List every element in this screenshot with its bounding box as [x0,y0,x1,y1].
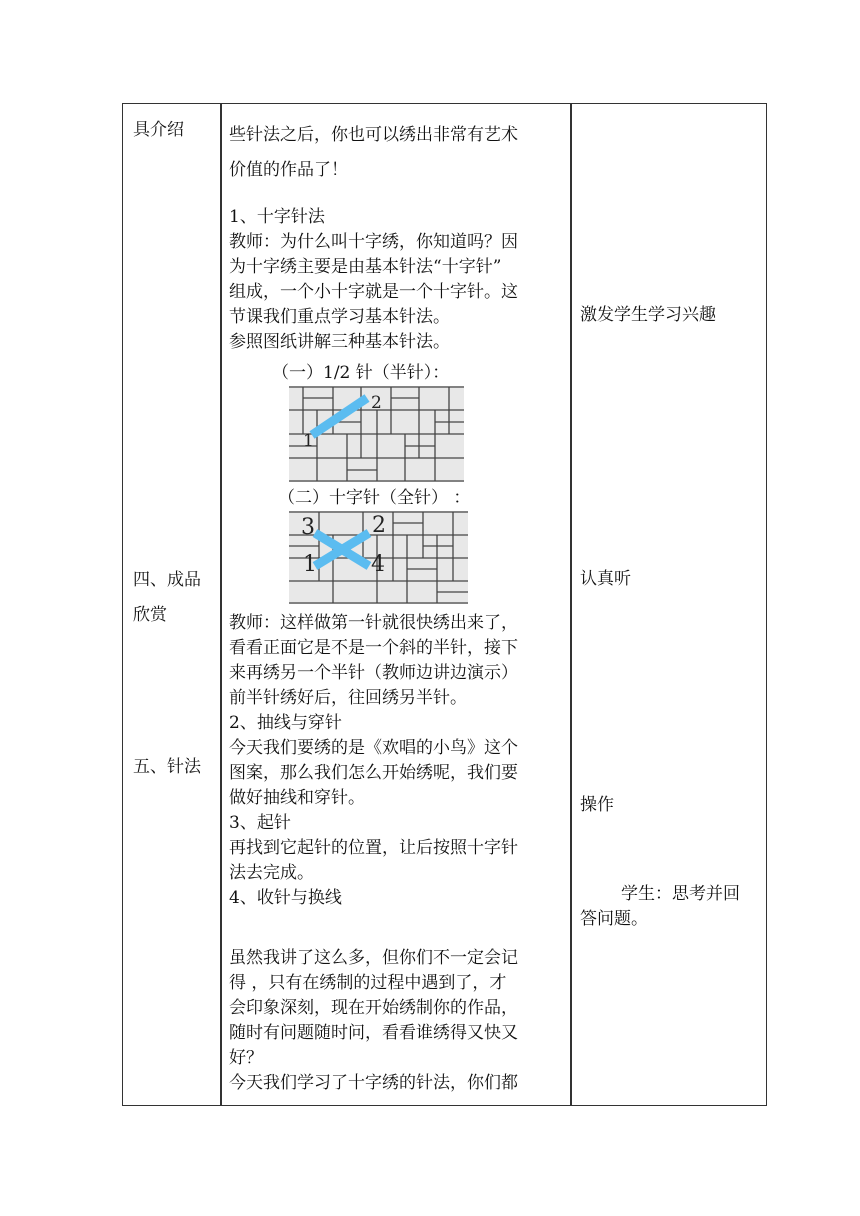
text-line: 图案，那么我们怎么开始绣呢，我们要 [229,763,518,783]
text-line: 看看正面它是不是一个斜的半针，接下 [229,638,518,658]
text-line: 得 ，只有在绣制的过程中遇到了，才 [229,973,507,993]
text-line: 参照图纸讲解三种基本针法。 [229,332,450,352]
text-line: 再找到它起针的位置，让后按照十字针 [229,838,518,858]
text-line: 为十字绣主要是由基本针法“十字针” [229,257,502,277]
stage-five-label: 五、针法 [133,757,201,777]
text-line: 随时有问题随时问，看看谁绣得又快又 [229,1023,518,1043]
intro-paragraph [229,118,569,188]
cross-stitch-diagram [289,511,468,604]
half-stitch-diagram [289,386,464,482]
text-line: 来再绣另一个半针（教师边讲边演示） [229,663,518,683]
text-line: 会印象深刻，现在开始绣制你的作品， [229,998,518,1018]
point-label-1: 1 [303,552,317,577]
text-line: 今天我们要绣的是《欢唱的小鸟》这个 [229,738,518,758]
caption-half-stitch: （一）1/2 针（半针）： [272,363,450,383]
student-activity-operate: 操作 [580,795,614,815]
text-line: 教师：这样做第一针就很快绣出来了， [229,613,518,633]
section-1 [229,205,569,355]
section-title: 2、抽线与穿针 [229,713,342,733]
student-activity-think-2: 答问题。 [580,909,648,929]
column-divider-2 [570,103,572,1106]
student-activity-listen: 认真听 [580,569,631,589]
text-line: 些针法之后，你也可以绣出非常有艺术 [229,125,518,145]
text-line: 组成，一个小十字就是一个十字针。这 [229,282,518,302]
stage-four-label: 四、成品 [133,570,201,590]
text-line: 前半针绣好后，往回绣另半针。 [229,688,467,708]
text-line: 虽然我讲了这么多，但你们不一定会记 [229,948,518,968]
section-title: 3、起针 [229,813,291,833]
student-activity-interest: 激发学生学习兴趣 [580,305,716,325]
student-activity-think: 学生：思考并回 [621,884,740,904]
section-title: 1、十字针法 [229,207,325,227]
stage-four-label-2: 欣赏 [133,605,167,625]
text-line: 今天我们学习了十字绣的针法，你们都 [229,1073,518,1093]
teacher-demo-paragraph [229,611,569,911]
point-label-1: 1 [303,431,314,451]
text-line: 教师：为什么叫十字绣，你知道吗？因 [229,232,518,252]
point-label-3: 3 [301,515,315,540]
text-line: 价值的作品了！ [229,160,348,180]
point-label-2: 2 [371,393,382,413]
text-line: 好？ [229,1048,263,1068]
stage-intro-label: 具介绍 [133,120,184,140]
closing-paragraph [229,946,569,1096]
point-label-2: 2 [372,513,386,538]
caption-cross-stitch: （二）十字针（全针） ： [278,488,471,508]
section-title: 4、收针与换线 [229,888,342,908]
point-label-4: 4 [371,552,385,577]
text-line: 节课我们重点学习基本针法。 [229,307,450,327]
text-line: 法去完成。 [229,863,314,883]
text-line: 做好抽线和穿针。 [229,788,365,808]
column-divider-1 [220,103,222,1106]
